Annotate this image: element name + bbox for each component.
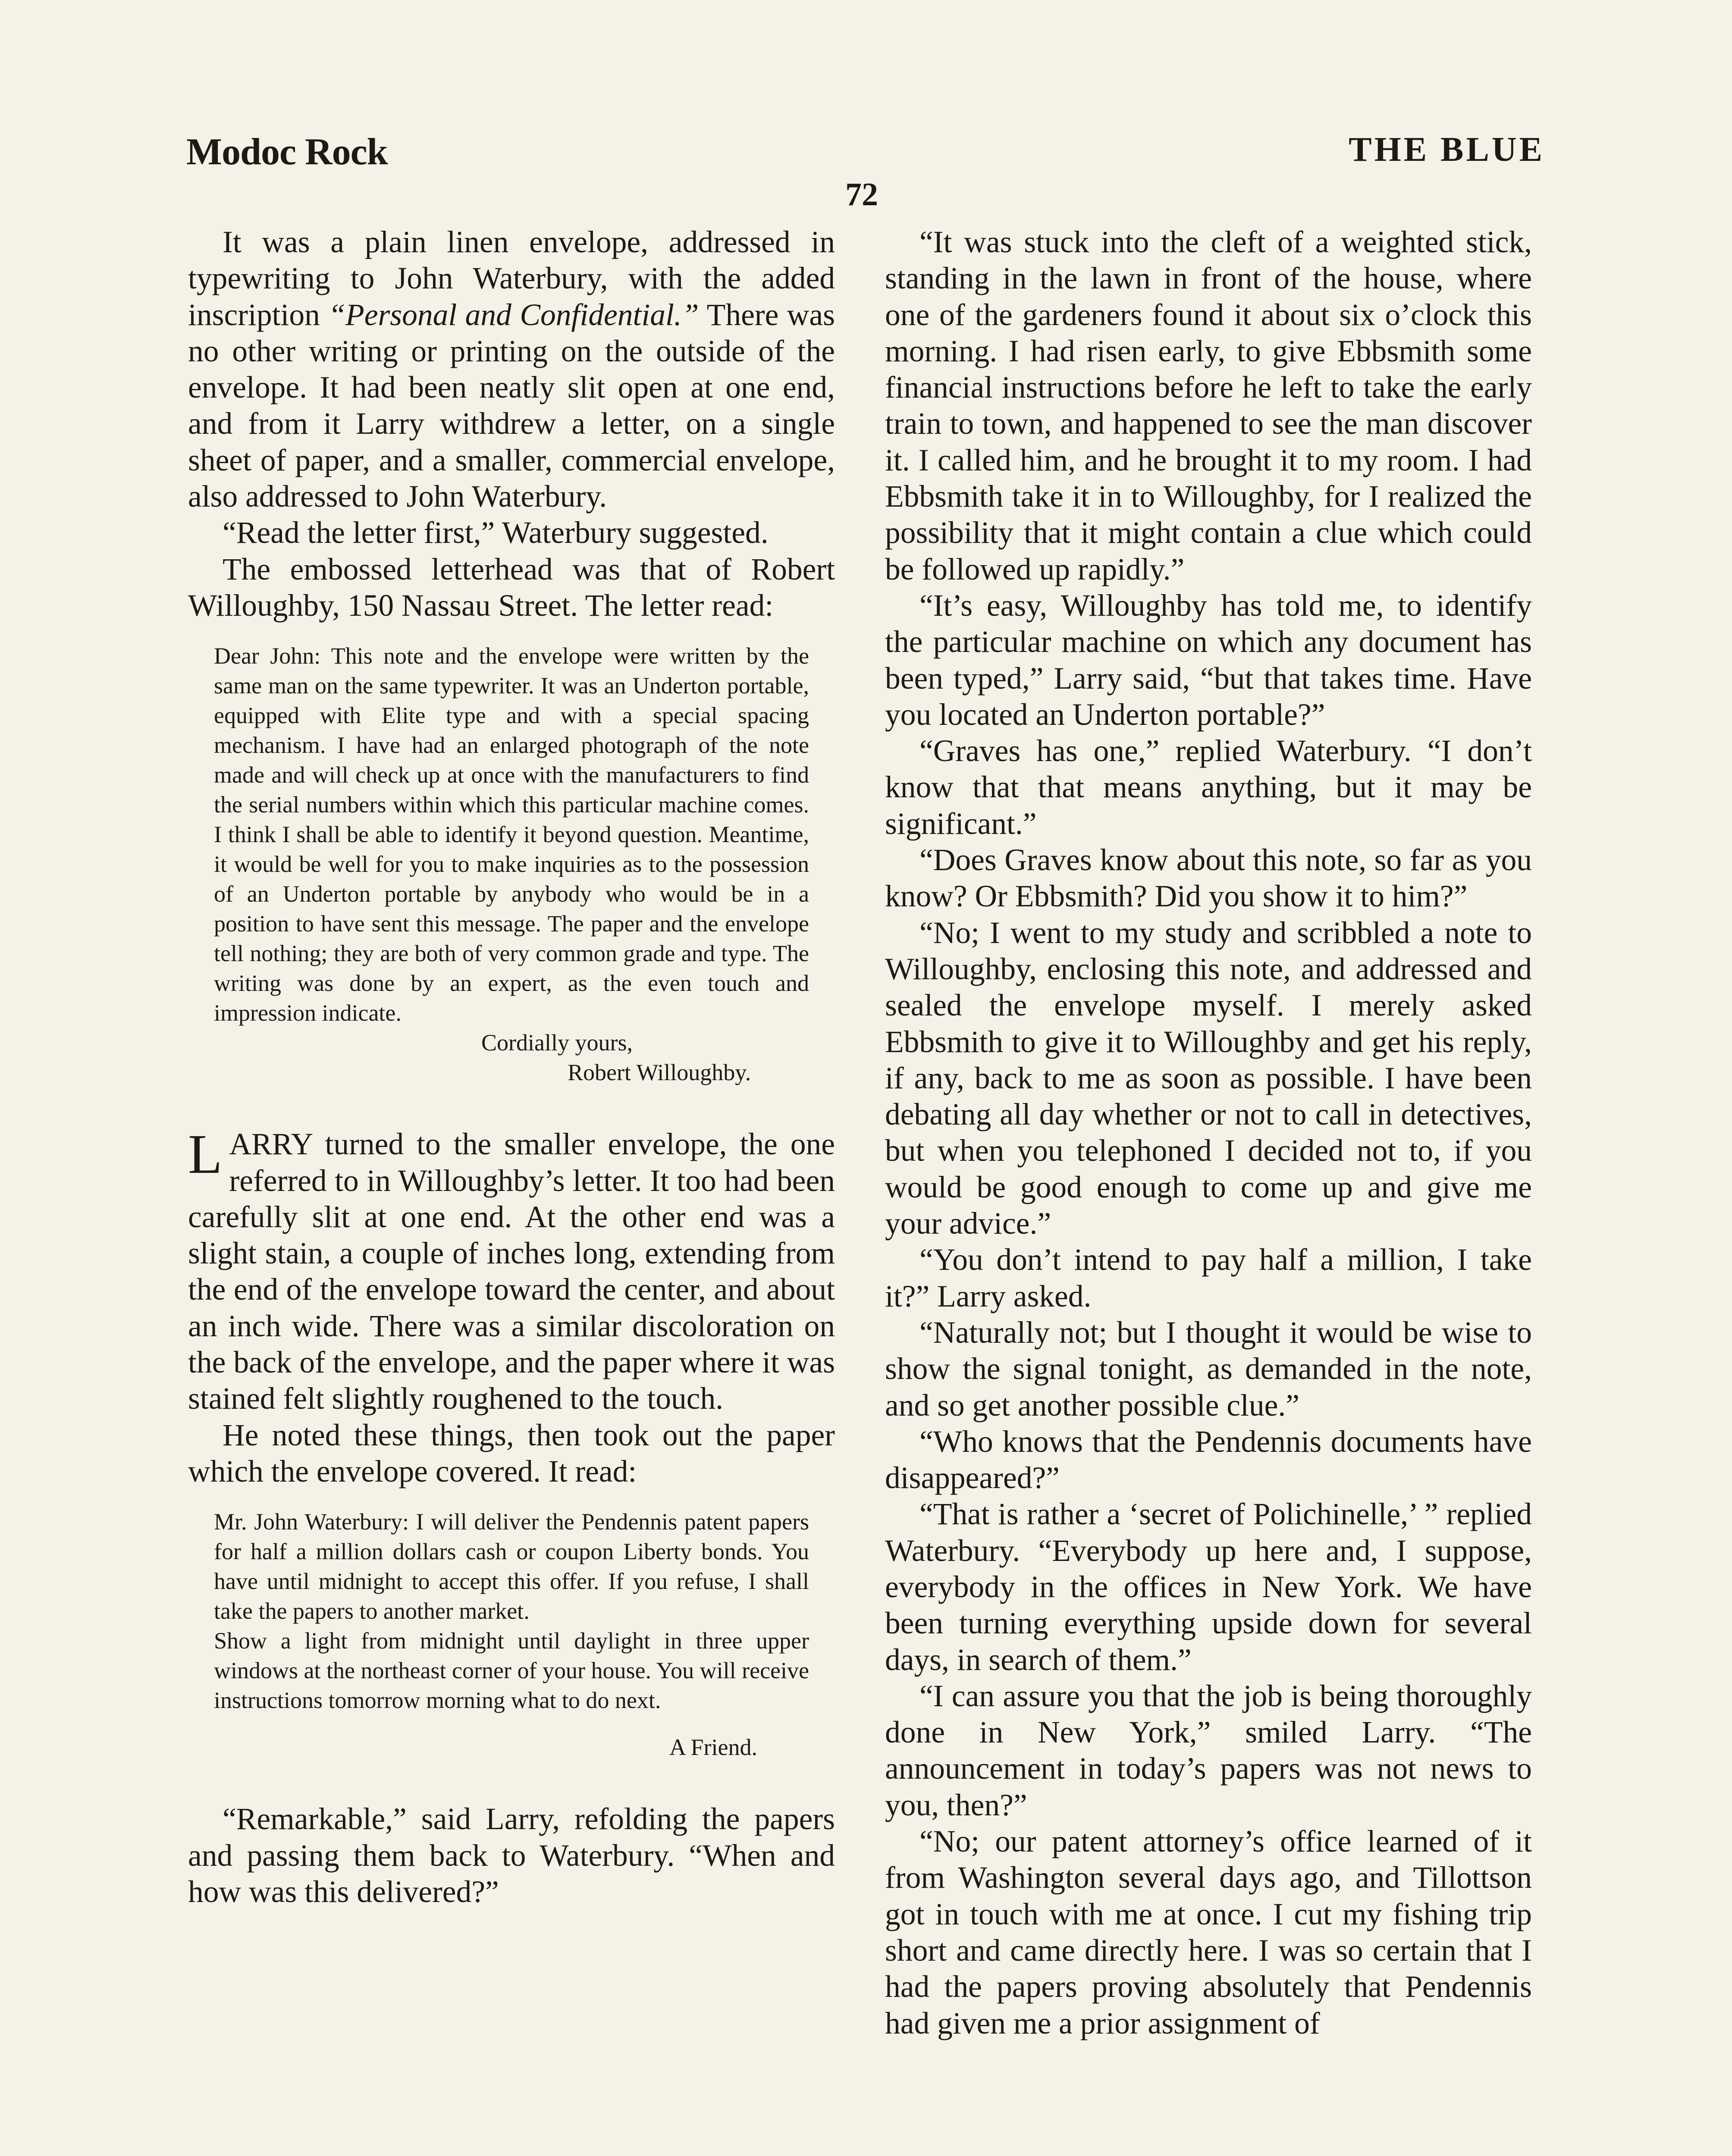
paragraph: “That is rather a ‘secret of Polichinelle,’ ” replied Waterbury. “Everybody up here and, I suppose, everybody in the offices in New York. We have been turning everything upside down for several days, in search of them.” [885,1497,1532,1677]
paragraph: “No; I went to my study and scribbled a note to Willoughby, enclosing this note, and addressed and sealed the envelope myself. I merely asked Ebbsmith to give it to Willoughby and get his reply, if any, back to me as soon as possible. I have been debating all day whether or not to call in detectives, but when you telephoned I decided not to, if you would be good enough to come up and give me your advice.” [885,915,1532,1241]
note-paragraph: Mr. John Waterbury: I will deliver the Pendennis patent papers for half a million dollars cash or coupon Liberty bonds. You have until midnight to accept this offer. If you refuse, I shall take the papers to another market. [214,1509,809,1624]
paragraph: “No; our patent attorney’s office learned of it from Washington several days ago, and Tillottson got in touch with me at once. I cut my fishing trip short and came directly here. I was so certain that I had the papers proving absolutely that Pendennis had given me a prior assignment of [885,1824,1532,2040]
note-paragraph: Show a light from midnight until daylight in three upper windows at the northeast corner of your house. You will receive instructions tomorrow morning what to do next. [214,1628,809,1714]
letter-signature: Robert Willoughby. [568,1059,751,1086]
paragraph: The embossed letterhead was that of Robert Willoughby, 150 Nassau Street. The letter read: [188,552,835,623]
drop-cap: L [188,1123,223,1186]
left-column [188,224,835,1910]
note-signature: A Friend. [669,1734,757,1761]
paragraph-dropcap: LARRY turned to the smaller envelope, the one referred to in Willoughby’s letter. It too had been carefully slit at one end. At the other end was a slight stain, a couple of inches long, extending from the end of the envelope toward the center, and about an inch wide. There was a similar discoloration on the back of the envelope, and the paper where it was stained felt slightly roughened to the touch. [188,1123,835,1416]
letter-body: Dear John: This note and the envelope were written by the same man on the same typewriter. It was an Underton portable, equipped with Elite type and with a special spacing mechanism. I have had an enlarged photograph of the note made and will check up at once with the manufacturers to find the serial numbers within which this particular machine comes. I think I shall be able to identify it beyond question. Meantime, it would be well for you to make inquiries as to the possession of an Underton portable by anybody who would be in a position to have sent this message. The paper and the envelope tell nothing; they are both of very common grade and type. The writing was done by an expert, as the even touch and impression indicate. [214,643,809,1026]
paragraph: “Naturally not; but I thought it would be wise to show the signal tonight, as demanded in the note, and so get another possible clue.” [885,1315,1532,1423]
paragraph: “You don’t intend to pay half a million, I take it?” Larry asked. [885,1243,1532,1313]
letter-closing: Cordially yours, [481,1030,633,1056]
ransom-note [214,1507,809,1762]
right-column [885,224,1532,2042]
paragraph: “I can assure you that the job is being thoroughly done in New York,” smiled Larry. “The announcement in today’s papers was not news to you, then?” [885,1679,1532,1822]
paragraph: “It’s easy, Willoughby has told me, to identify the particular machine on which any document has been typed,” Larry said, “but that takes time. Have you located an Underton portable?” [885,588,1532,732]
paragraph: “Does Graves know about this note, so far as you know? Or Ebbsmith? Did you show it to him?” [885,843,1532,914]
paragraph: “Graves has one,” replied Waterbury. “I don’t know that that means anything, but it may be significant.” [885,734,1532,841]
paragraph: It was a plain linen envelope, addressed in typewriting to John Waterbury, with the added inscription “Personal and Confidential.” There was no other writing or printing on the outside of the envelope. It had been neatly slit open at one end, and from it Larry withdrew a letter, on a single sheet of paper, and a smaller, commercial envelope, also addressed to John Waterbury. [188,225,835,514]
paragraph: “Remarkable,” said Larry, refolding the papers and passing them back to Waterbury. “When and how was this delivered?” [188,1802,835,1909]
willoughby-letter [214,641,809,1087]
page-number: 72 [845,176,878,213]
paragraph: “It was stuck into the cleft of a weighted stick, standing in the lawn in front of the house, where one of the gardeners found it about six o’clock this morning. I had risen early, to give Ebbsmith some financial instructions before he left to take the early train to town, and happened to see the man discover it. I called him, and he brought it to my room. I had Ebbsmith take it in to Willoughby, for I realized the possibility that it might contain a clue which could be followed up rapidly.” [885,225,1532,586]
running-head-magazine: THE BLUE [1349,131,1545,169]
italic-inscription: “Personal and Confidential.” [328,298,699,332]
paragraph: “Read the letter first,” Waterbury suggested. [223,516,769,550]
paragraph: He noted these things, then took out the paper which the envelope covered. It read: [188,1418,835,1489]
running-head-title: Modoc Rock [186,131,388,173]
paragraph: “Who knows that the Pendennis documents have disappeared?” [885,1424,1532,1495]
